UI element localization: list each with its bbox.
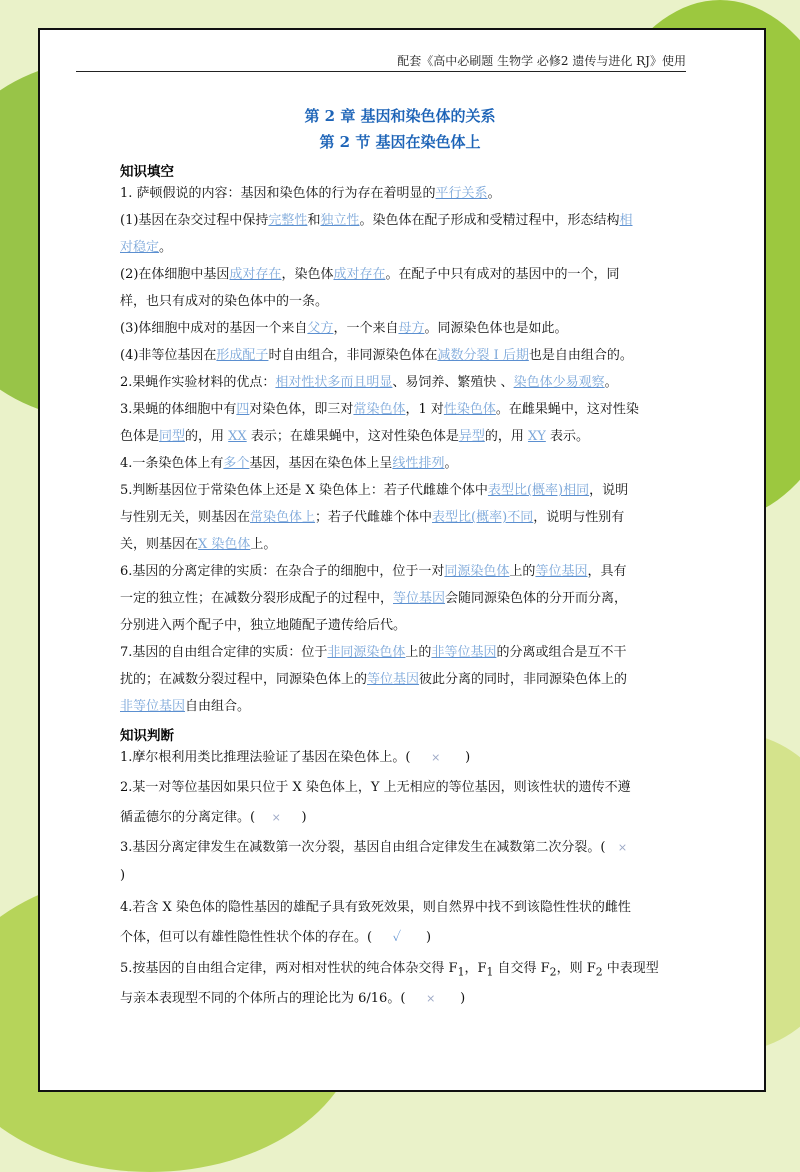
answer: 常染色体上 (250, 510, 316, 525)
q1-1-cont: 对稳定。 (120, 240, 173, 255)
j4-line: 4.若含 X 染色体的隐性基因的雄配子具有致死效果，则自然界中找不到该隐性性状的雌性 (120, 900, 631, 915)
j3-line: 3.基因分离定律发生在减数第一次分裂，基因自由组合定律发生在减数第二次分裂。( × (120, 840, 628, 855)
answer: 对稳定 (120, 240, 160, 255)
answer: 同型 (159, 429, 186, 444)
answer: 等位基因 (535, 564, 588, 579)
q3-line: 3.果蝇的体细胞中有四对染色体，即三对常染色体，1 对性染色体。在雌果蝇中，这对性染 (120, 402, 639, 417)
q3-cont: 色体是同型的，用 XX 表示；在雄果蝇中，这对性染色体是异型的，用 XY 表示。 (120, 429, 589, 444)
cross-mark-icon: × (431, 751, 441, 764)
answer: 完整性 (268, 213, 308, 228)
answer: 平行关系 (435, 186, 488, 201)
answer: 等位基因 (367, 672, 420, 687)
answer: 减数分裂 I 后期 (437, 348, 529, 363)
j2-line: 2.某一对等位基因如果只位于 X 染色体上，Y 上无相应的等位基因，则该性状的遗传不遵 (120, 780, 631, 795)
q6-cont2: 分别进入两个配子中，独立地随配子遗传给后代。 (120, 618, 407, 633)
j4-cont: 个体，但可以有雄性隐性性状个体的存在。( ✓ ) (120, 930, 432, 945)
q5-cont2: 关，则基因在X 染色体上。 (120, 537, 277, 552)
j5-cont: 与亲本表现型不同的个体所占的理论比为 6/16。( × ) (120, 991, 466, 1006)
q1-line: 1. 萨顿假说的内容：基因和染色体的行为存在着明显的平行关系。 (120, 186, 501, 201)
answer: 母方 (398, 321, 425, 336)
cross-mark-icon: × (617, 841, 628, 854)
q1-4-line: (4)非等位基因在形成配子时自由组合，非同源染色体在减数分裂 I 后期也是自由组合的。 (120, 348, 633, 363)
q4-line: 4.一条染色体上有多个基因，基因在染色体上呈线性排列。 (120, 456, 458, 471)
answer: 性染色体 (443, 402, 496, 417)
q7-cont2: 非等位基因自由组合。 (120, 699, 251, 714)
answer: 相 (619, 213, 633, 228)
answer: 线性排列 (392, 456, 445, 471)
answer: 表型比(概率)不同 (432, 510, 534, 525)
j2-cont: 循孟德尔的分离定律。( × ) (120, 810, 307, 825)
q2-line: 2.果蝇作实验材料的优点：相对性状多而且明显、易饲养、繁殖快 、染色体少易观察。 (120, 375, 618, 390)
q5-cont: 与性别无关，则基因在常染色体上；若子代雌雄个体中表型比(概率)不同，说明与性别有 (120, 510, 625, 525)
answer: 非等位基因 (120, 699, 186, 714)
answer: 异型 (458, 429, 485, 444)
cross-mark-icon: × (426, 992, 436, 1005)
q7-line: 7.基因的自由组合定律的实质：位于非同源染色体上的非等位基因的分离或组合是互不干 (120, 645, 627, 660)
answer: 非等位基因 (431, 645, 497, 660)
q6-cont: 一定的独立性；在减数分裂形成配子的过程中，等位基因会随同源染色体的分开而分离， (120, 591, 628, 606)
section-title: 第 2 节 基因在染色体上 (319, 133, 481, 151)
check-mark-icon: ✓ (392, 930, 402, 945)
answer: 常染色体 (353, 402, 406, 417)
j1-line: 1.摩尔根利用类比推理法验证了基因在染色体上。( × ) (120, 750, 471, 765)
answer: 非同源染色体 (327, 645, 406, 660)
answer: 独立性 (320, 213, 360, 228)
answer: 染色体少易观察 (513, 375, 605, 390)
answer: 父方 (307, 321, 334, 336)
q5-line: 5.判断基因位于常染色体上还是 X 染色体上：若子代雌雄个体中表型比(概率)相同，说明 (120, 483, 629, 498)
answer: 四 (236, 402, 250, 417)
fill-heading: 知识填空 (120, 164, 174, 180)
answer: 等位基因 (393, 591, 446, 606)
answer: XY (527, 429, 546, 444)
chapter-title: 第 2 章 基因和染色体的关系 (304, 107, 496, 125)
answer: 表型比(概率)相同 (487, 483, 590, 498)
answer: 成对存在 (333, 267, 386, 282)
q1-1-line: (1)基因在杂交过程中保持完整性和独立性。染色体在配子形成和受精过程中，形态结构相 (120, 213, 633, 228)
judge-heading: 知识判断 (120, 728, 174, 744)
cross-mark-icon: × (271, 811, 281, 824)
answer: X 染色体 (198, 537, 251, 552)
answer: 同源染色体 (444, 564, 510, 579)
q1-2-line: (2)在体细胞中基因成对存在，染色体成对存在。在配子中只有成对的基因中的一个，同 (120, 267, 620, 282)
answer: 多个 (223, 456, 250, 471)
q1-3-line: (3)体细胞中成对的基因一个来自父方，一个来自母方。同源染色体也是如此。 (120, 321, 568, 336)
j3-cont: ) (120, 868, 126, 883)
q1-2-cont: 样，也只有成对的染色体中的一条。 (120, 294, 329, 309)
answer: XX (228, 429, 247, 444)
answer: 成对存在 (229, 267, 282, 282)
answer: 形成配子 (216, 348, 269, 363)
q7-cont: 扰的；在减数分裂过程中，同源染色体上的等位基因彼此分离的同时，非同源染色体上的 (120, 672, 628, 687)
answer: 相对性状多而且明显 (275, 375, 393, 390)
j5-line: 5.按基因的自由组合定律，两对相对性状的纯合体杂交得 $F_1$，$F_1$ 自交得 $F_2$，则 $F_2$ 中表现型 (120, 961, 659, 979)
q6-line: 6.基因的分离定律的实质：在杂合子的细胞中，位于一对同源染色体上的等位基因，具有 (120, 564, 627, 579)
page-header: 配套《高中必刷题 生物学 必修2 遗传与进化 RJ》使用 (76, 52, 686, 72)
